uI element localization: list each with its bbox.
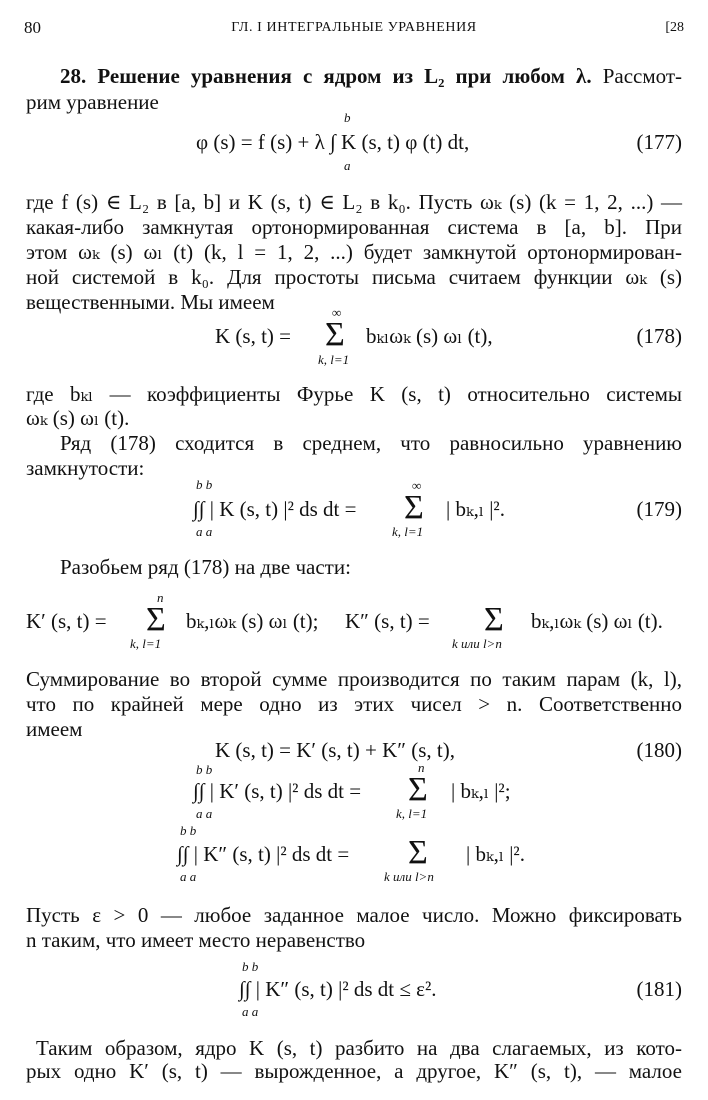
eq177-upper-limit: b [344, 110, 351, 125]
split-kdouble-sigma: Σ [484, 601, 504, 638]
eq178-right: bₖₗωₖ (s) ωₗ (t), [366, 324, 493, 348]
running-title: ГЛ. I ИНТЕГРАЛЬНЫЕ УРАВНЕНИЯ [231, 20, 477, 35]
eq180-l2-int-upper: b b [196, 762, 213, 777]
eq181-number: (181) [636, 977, 682, 1001]
para5-line1: Пусть ε > 0 — любое заданное малое число. Можно фиксировать [26, 903, 682, 927]
split-kprime-left: K′ (s, t) = [26, 609, 107, 633]
para4-line3: имеем [26, 717, 83, 741]
split-kprime-right: bₖ,ₗωₖ (s) ωₗ (t); [186, 609, 319, 633]
eq178-upper: ∞ [332, 305, 342, 320]
para4-line2: что по крайней мере одно из этих чисел > n. Соответственно [26, 692, 682, 716]
eq178-sigma: Σ [325, 316, 345, 353]
para2-line4: замкнутости: [26, 456, 145, 480]
eq180-number: (180) [636, 738, 682, 762]
eq179-int-lower: a a [196, 524, 213, 539]
eq179-number: (179) [636, 497, 682, 521]
section-intro-tail: Рассмот- [602, 64, 683, 88]
eq181-body: ∫∫ | K″ (s, t) |² ds dt ≤ ε². [239, 977, 437, 1001]
para1-line5: вещественными. Мы имеем [26, 290, 275, 314]
split-kprime-lower: k, l=1 [130, 636, 162, 651]
para3-line1: Разобьем ряд (178) на две части: [60, 555, 351, 579]
eq181-int-upper: b b [242, 959, 259, 974]
eq180-l3-int-lower: a a [180, 869, 197, 884]
eq180-line3-lower: k или l>n [384, 869, 434, 884]
split-kdouble-lower: k или l>n [452, 636, 502, 651]
para1-line3: этом ωₖ (s) ωₗ (t) (k, l = 1, 2, ...) будет замкнутой ортонормирован- [26, 240, 682, 264]
eq177-number: (177) [636, 130, 682, 154]
eq177-body: φ (s) = f (s) + λ ∫ K (s, t) φ (t) dt, [196, 130, 470, 154]
eq179-left: ∫∫ | K (s, t) |² ds dt = [193, 497, 357, 521]
eq178-number: (178) [636, 324, 682, 348]
eq178-lower: k, l=1 [318, 352, 350, 367]
eq180-line3-right: | bₖ,ₗ |². [466, 842, 525, 866]
section-intro-line2: рим уравнение [26, 90, 159, 114]
para2-line1: где bₖₗ — коэффициенты Фурье K (s, t) относительно системы [26, 382, 682, 406]
eq177-lower-limit: a [344, 158, 351, 173]
para2-line3: Ряд (178) сходится в среднем, что равносильно уравнению [60, 431, 682, 455]
section-heading-line [60, 63, 682, 89]
eq180-line3-left: ∫∫ | K″ (s, t) |² ds dt = [177, 842, 350, 866]
section-title: 28. Решение уравнения с ядром из L₂ при любом λ. [60, 64, 592, 88]
eq180-line2-sigma: Σ [408, 771, 428, 808]
split-kdouble-left: K″ (s, t) = [345, 609, 430, 633]
split-kdouble-right: bₖ,ₗωₖ (s) ωₗ (t). [531, 609, 663, 633]
eq180-line3-sigma: Σ [408, 834, 428, 871]
eq179-lower: k, l=1 [392, 524, 424, 539]
para1-line4: ной системой в k₀. Для простоты письма считаем функции ωₖ (s) [26, 265, 682, 289]
split-kprime-sigma: Σ [146, 601, 166, 638]
page-number: 80 [24, 18, 41, 37]
para1-line2: какая-либо замкнутая ортонормированная система в [a, b]. При [26, 215, 682, 239]
eq179-sigma: Σ [404, 489, 424, 526]
running-header [24, 18, 684, 46]
eq181-int-lower: a a [242, 1004, 259, 1019]
para2-line2: ωₖ (s) ωₗ (t). [26, 406, 130, 430]
eq179-int-upper: b b [196, 477, 213, 492]
eq179-upper: ∞ [412, 478, 422, 493]
para6-line2: рых одно K′ (s, t) — вырожденное, а другое, K″ (s, t), — малое [26, 1059, 682, 1083]
eq180-line1: K (s, t) = K′ (s, t) + K″ (s, t), [215, 738, 456, 762]
para5-line2: n таким, что имеет место неравенство [26, 928, 366, 952]
split-kprime-upper: n [157, 590, 164, 605]
eq179-right: | bₖ,ₗ |². [446, 497, 505, 521]
eq180-l3-int-upper: b b [180, 823, 197, 838]
eq178-left: K (s, t) = [215, 324, 292, 348]
para6-line1: Таким образом, ядро K (s, t) разбито на два слагаемых, из кото- [36, 1036, 682, 1060]
para1-line1: где f (s) ∈ L₂ в [a, b] и K (s, t) ∈ L₂ в k₀. Пусть ωₖ (s) (k = 1, 2, ...) — [26, 190, 682, 214]
eq180-line2-right: | bₖ,ₗ |²; [451, 779, 511, 803]
eq180-line2-left: ∫∫ | K′ (s, t) |² ds dt = [193, 779, 362, 803]
eq180-line2-lower: k, l=1 [396, 806, 428, 821]
eq180-line2-upper: n [418, 760, 425, 775]
section-marker: [28 [665, 20, 684, 35]
eq180-l2-int-lower: a a [196, 806, 213, 821]
para4-line1: Суммирование во второй сумме производится по таким парам (k, l), [26, 667, 682, 691]
